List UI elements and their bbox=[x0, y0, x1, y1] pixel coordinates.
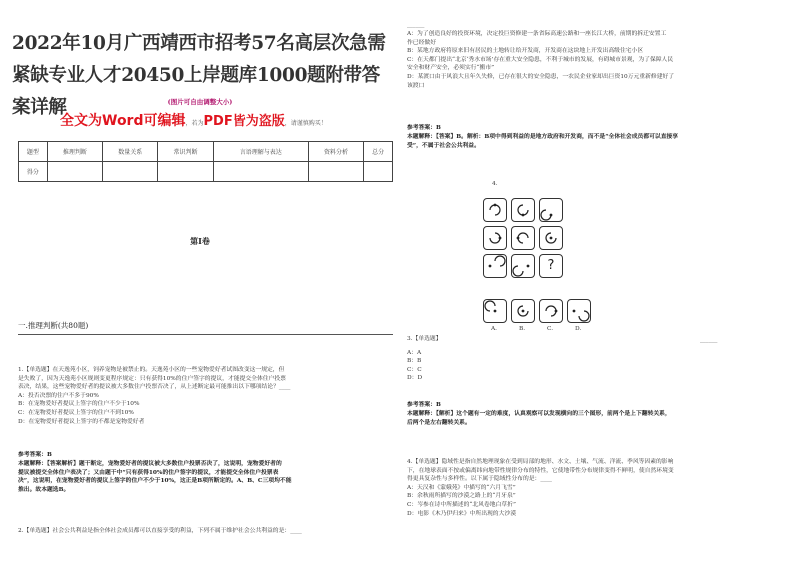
option-b: B：余秋雨所描写的沙漠之路上的“月牙泉” bbox=[407, 493, 516, 500]
section-divider bbox=[18, 334, 393, 335]
figure-option-b bbox=[511, 299, 535, 323]
table-cell: 数量关系 bbox=[103, 142, 158, 162]
table-cell: 言语理解与表达 bbox=[213, 142, 308, 162]
table-cell: 资料分析 bbox=[308, 142, 363, 162]
figure-cell bbox=[511, 198, 535, 222]
question-4: 4.【单选题】隐域性是指自然地理现象在受到局部的地形、水文、土壤、气流、洋流、季风等因素的影响 下，在地球表面不按或偏离纬向地带性规律分布的特性，它使地带性分布规律变得不鲜明，使自然环境变 得更具复杂性与多样性。以下属于隐域性分布的是：____ A：天汉和《蒙娥苑》中描写的“六月飞雪” B：余秋雨所描写的沙漠之路上的“月牙泉” C：岑参在诗中所描述的“北风卷地白草折” D：电影《木乃伊归来》中所出现的大沙漠 bbox=[407, 458, 787, 518]
figure-option-label: D. bbox=[575, 326, 582, 332]
question-3-dash: ______ bbox=[700, 337, 718, 343]
option-b: B：在宠物爱好者提议上签字的住户不少于10% bbox=[18, 401, 140, 408]
figure-option-a bbox=[483, 299, 507, 323]
question-2-stem: 2.【单选题】社会公共利益是指全体社会成员都可以直接享受的利益，下列不属于维护社会公共利益的是：____ bbox=[18, 528, 302, 534]
answer-1: 参考答案：B bbox=[18, 452, 52, 458]
table-cell[interactable] bbox=[103, 162, 158, 182]
explanation-1: 本题解释：【答案解析】题干断定，宠物爱好者的提议被大多数住户投票否决了，这说明，宠物爱好者的 提议被提交全体住户表决了；又由题干中“只有获得10%的住户签字的提议，才能提交全体住户投票表 决”，这说明，在宠物爱好者的提议上签字的住户不少于10%，这正是B项所断定的。A、B、C三项均不能 推出。故本题选B。 bbox=[18, 461, 292, 493]
table-cell[interactable] bbox=[308, 162, 363, 182]
figure-cell bbox=[511, 226, 535, 250]
image-resize-note: (图片可自由调整大小) bbox=[167, 98, 233, 106]
figure-cell bbox=[483, 254, 507, 278]
figure-cell bbox=[483, 198, 507, 222]
table-cell[interactable] bbox=[364, 162, 393, 182]
option-a: A：A bbox=[407, 349, 422, 356]
answer-3: 参考答案：B bbox=[407, 402, 441, 408]
copyright-notice: 全文为Word可编辑，若为PDF皆为盗版，请谨慎购买！ bbox=[60, 113, 327, 129]
option-a: A：天汉和《蒙娥苑》中描写的“六月飞雪” bbox=[407, 484, 516, 491]
table-row bbox=[19, 142, 393, 162]
option-d: D：电影《木乃伊归来》中所出现的大沙漠 bbox=[407, 510, 516, 517]
table-cell: 常识判断 bbox=[158, 142, 213, 162]
option-c: C：岑参在诗中所描述的“北风卷地白草折” bbox=[407, 501, 516, 508]
section-heading: 一.推理判断(共80题) bbox=[18, 321, 89, 330]
figure-cell bbox=[483, 226, 507, 250]
table-row bbox=[19, 162, 393, 182]
question-3: 3.【单选题】 A：A B：B C：C D：D bbox=[407, 335, 787, 383]
figure-cell bbox=[539, 226, 563, 250]
option-b: B：B bbox=[407, 358, 422, 365]
figure-option-label: A. bbox=[491, 326, 498, 332]
option-a: A：投否决票的住户不多于90% bbox=[18, 392, 99, 399]
figure-option-label: B. bbox=[519, 326, 526, 332]
question-mark-cell: ? bbox=[539, 254, 563, 278]
reasoning-figure bbox=[480, 195, 605, 343]
answer-2: 参考答案：B bbox=[407, 125, 441, 131]
option-d: D：D bbox=[407, 375, 423, 382]
table-cell: 题型 bbox=[19, 142, 48, 162]
score-table bbox=[18, 141, 393, 182]
table-cell[interactable] bbox=[213, 162, 308, 182]
figure-number: 4. bbox=[492, 181, 498, 187]
word-editable-notice: 全文为Word可编辑 bbox=[60, 113, 186, 129]
explanation-3: 本题解释：【解析】这个题有一定的难度，认真观察可以发现横向的三个图形，前两个是上下翻转关系， 后两个是左右翻转关系。 bbox=[407, 411, 671, 426]
question-1: 1.【单选题】在天逸苑小区，饲养宠物是被禁止的。天逸苑小区的一些宠物爱好者试图改变这一规定，但 是失败了，因为天逸苑小区规则变更程序规定：只有获得10%的住户签字的提议，才能提交全体住户投票 表决，结果，这些宠物爱好者的提议被大多数住户投票否决了，从上述断定最可能推出以下哪项结论？____ A：投否决票的住户不多于90% B：在宠物爱好者提议上签字的住户不少于10% C：在宠物爱好者提议上签字的住户不到10% D：在宠物爱好者提议上签字的不都是宠物爱好者 bbox=[18, 366, 398, 426]
table-cell: 总分 bbox=[364, 142, 393, 162]
volume-heading: 第I卷 bbox=[190, 236, 210, 246]
option-d: D：在宠物爱好者提议上签字的不都是宠物爱好者 bbox=[18, 418, 145, 425]
table-cell[interactable] bbox=[47, 162, 102, 182]
table-cell: 得分 bbox=[19, 162, 48, 182]
figure-option-d bbox=[567, 299, 591, 323]
figure-cell bbox=[539, 198, 563, 222]
option-c: C：C bbox=[407, 366, 422, 373]
top-dash: ______ bbox=[407, 22, 425, 28]
question-2-options: A：为了创造良好的投资环境，决定投巨资修建一条省际高速公路和一座长江大桥，前期的拆迁安置工 作已经做好 B：某地方政府将原来旧有居民的土地转让给开发商，开发商在这块地上开发出高级住宅小区 C：在天都门提出“北京‘秀水市场’存在重大安全隐患，不利于城市的发展，有碍城市景观，为了保障人民 安全和财产安全，必须实行“搬市” D：某渡口由于风浪大且年久失修，已存在很大的安全隐患，一农民企业家却出巨资10万元重新修建好了 该渡口 bbox=[407, 31, 675, 89]
figure-cell bbox=[511, 254, 535, 278]
table-cell[interactable] bbox=[158, 162, 213, 182]
figure-option-c bbox=[539, 299, 563, 323]
table-cell: 推理判断 bbox=[47, 142, 102, 162]
pdf-pirate-notice: PDF皆为盗版 bbox=[203, 114, 285, 129]
explanation-2: 本题解释：【答案】B。解析：B项中得到利益的是地方政府和开发商，而不是“全体社会成员都可以直接享 受”，不属于社会公共利益。 bbox=[407, 134, 679, 149]
document-title: 2022年10月广西靖西市招考57名高层次急需紧缺专业人才20450上岸题库1000题附带答案详解 bbox=[12, 33, 386, 118]
option-c: C：在宠物爱好者提议上签字的住户不到10% bbox=[18, 409, 134, 416]
figure-option-label: C. bbox=[547, 326, 554, 332]
